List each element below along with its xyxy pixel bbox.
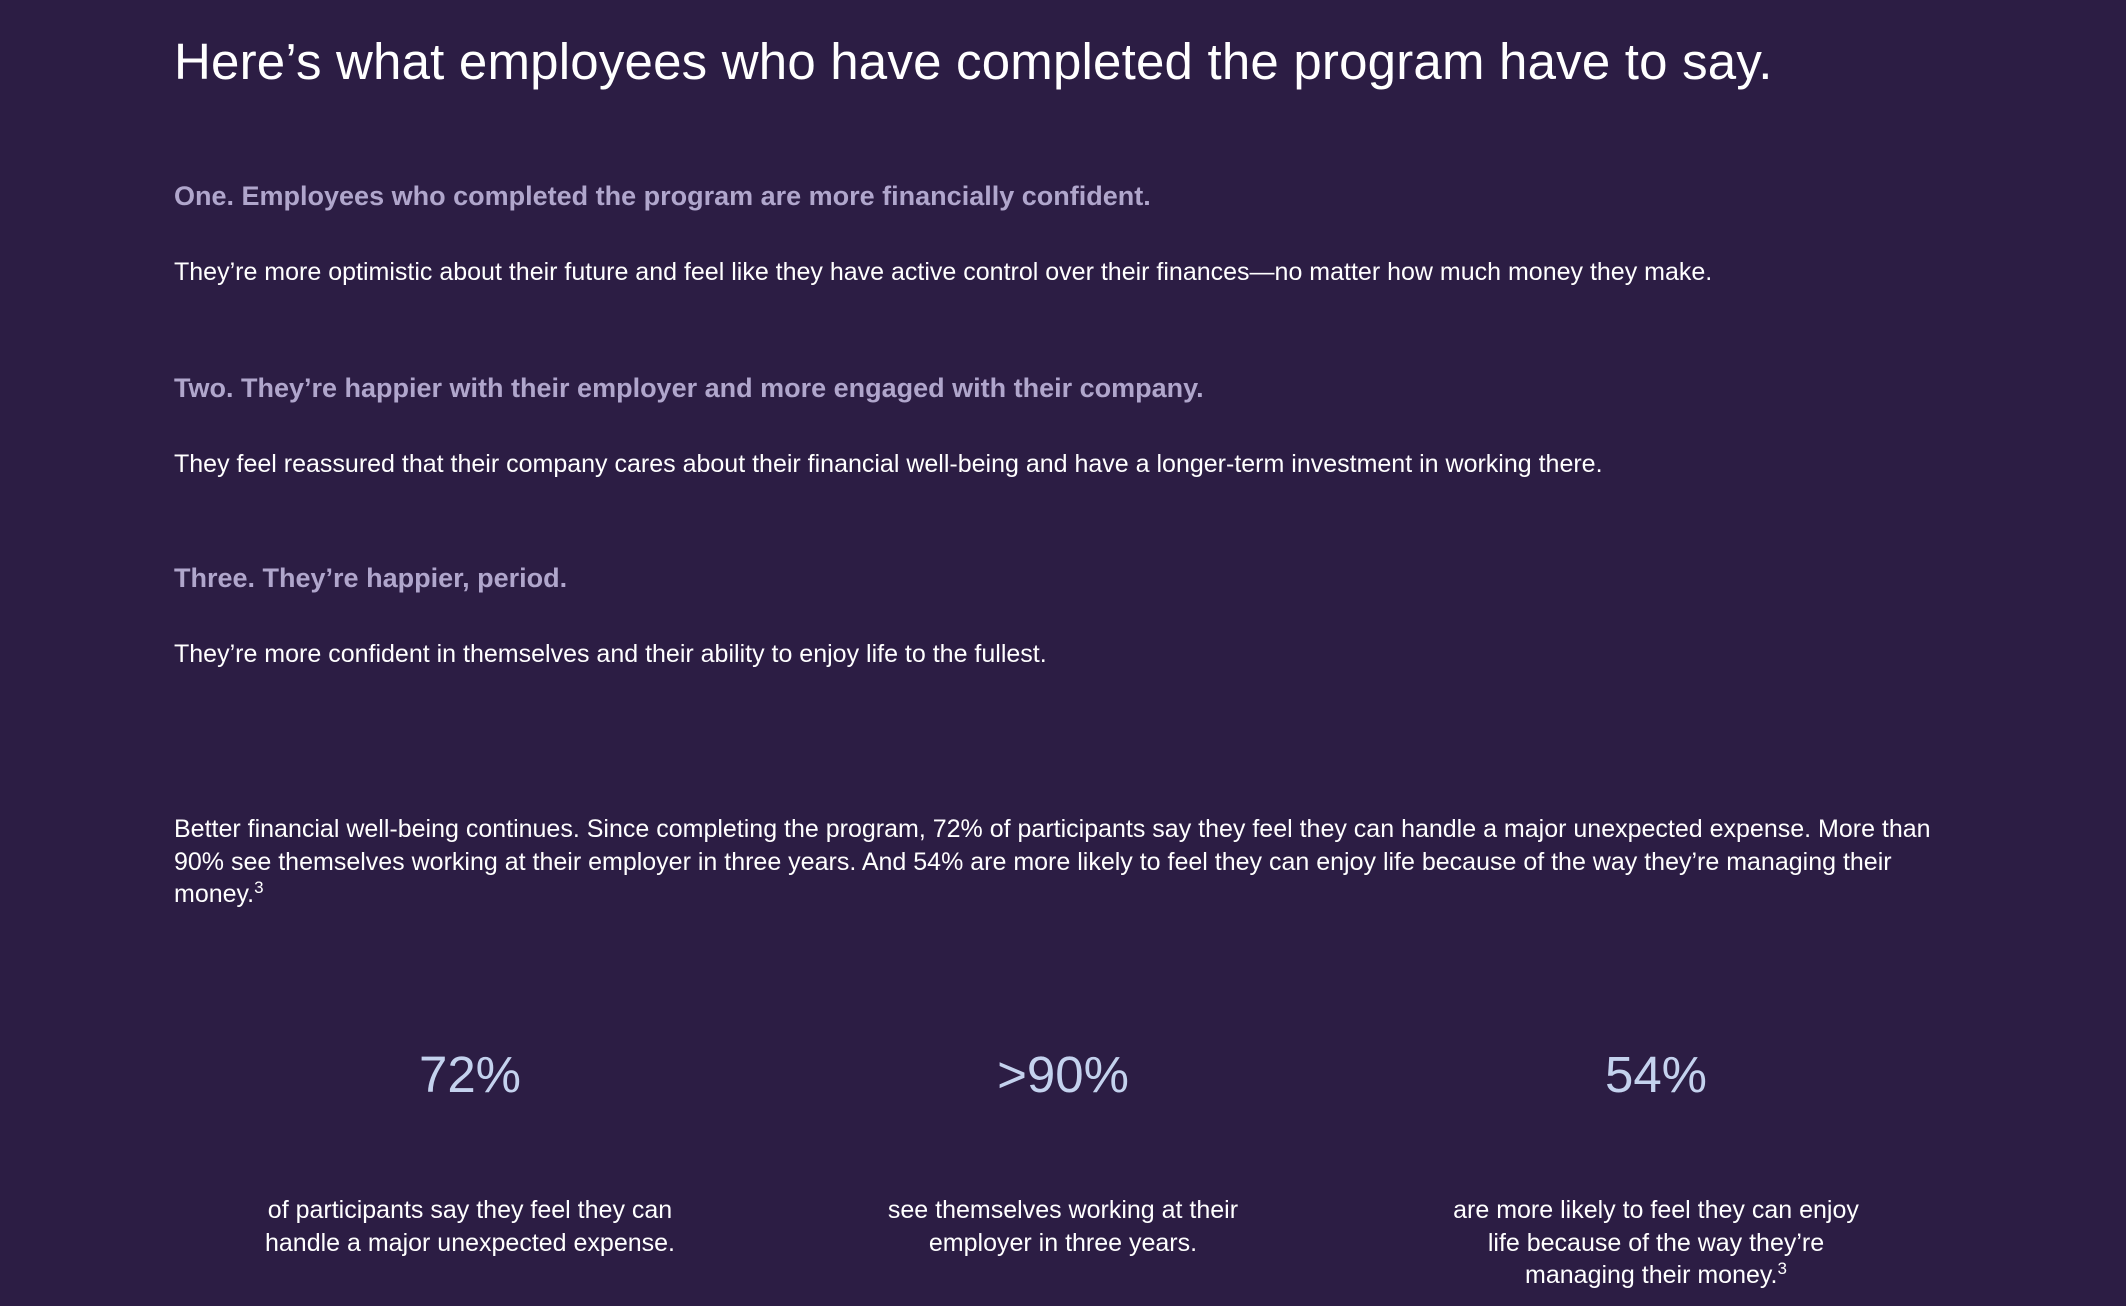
stat-value: >90% [997, 1046, 1129, 1103]
footnote-marker[interactable]: 3 [1777, 1259, 1787, 1278]
stat-card-72 [230, 1040, 710, 1259]
point-two-body: They feel reassured that their company cares about their financial well-being and have a longer-term investment in working there. [174, 450, 1603, 478]
stat-value: 54% [1604, 1046, 1708, 1103]
stat-description-text: are more likely to feel they can enjoy life because of the way they’re managing their money. [1453, 1196, 1859, 1289]
point-one-body: They’re more optimistic about their future and feel like they have active control over their finances—no matter how much money they make. [174, 258, 1713, 286]
stat-card-90 [823, 1040, 1303, 1259]
stat-description [230, 1194, 710, 1259]
stat-value: 72% [418, 1046, 522, 1103]
point-two-heading: Two. They’re happier with their employer and more engaged with their company. [174, 373, 1204, 403]
summary-paragraph [174, 813, 1954, 911]
page-title: Here’s what employees who have completed the program have to say. [174, 33, 1773, 90]
point-one-heading: One. Employees who completed the program are more financially confident. [174, 181, 1151, 211]
stat-description [1416, 1194, 1896, 1292]
stat-description-text: see themselves working at their employer in three years. [887, 1196, 1239, 1257]
stat-description-text: of participants say they feel they can handle a major unexpected expense. [264, 1196, 675, 1257]
footnote-marker[interactable]: 3 [254, 878, 264, 897]
stat-description [823, 1194, 1303, 1259]
point-three-heading: Three. They’re happier, period. [174, 563, 568, 593]
point-three-body: They’re more confident in themselves and their ability to enjoy life to the fullest. [174, 640, 1047, 668]
stat-card-54 [1416, 1040, 1896, 1292]
summary-text: Better financial well-being continues. Since completing the program, 72% of participants say they feel they can handle a major unexpected expense. More than 90% see themselves working at their employer in three years. And 54% are more likely to feel they can enjoy life because of the way they’re managing their money. [174, 815, 1931, 908]
